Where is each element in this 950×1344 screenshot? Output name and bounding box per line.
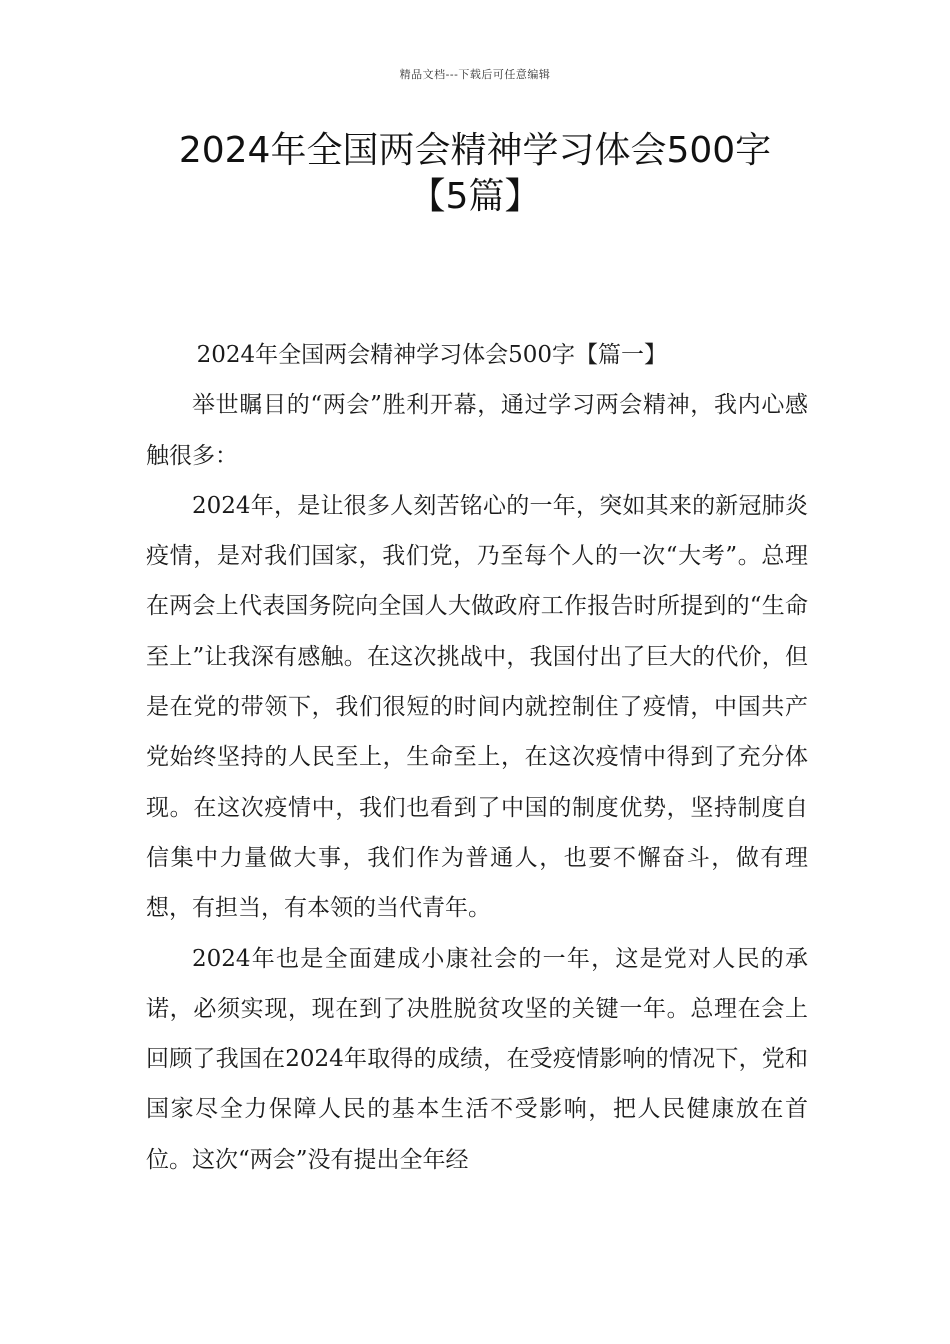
document-title <box>0 128 950 220</box>
paragraph-1: 举世瞩目的“两会”胜利开幕，通过学习两会精神，我内心感触很多： <box>146 392 808 469</box>
paragraph-3: 2024年也是全面建成小康社会的一年，这是党对人民的承诺，必须实现，现在到了决胜脱贫攻坚的关键一年。总理在会上回顾了我国在2024年取得的成绩，在受疫情影响的情况下，党和国家尽全力保障人民的基本生活不受影响，把人民健康放在首位。这次“两会”没有提出全年经 <box>146 945 808 1173</box>
title-line-1: 2024年全国两会精神学习体会500字 <box>178 130 772 171</box>
header-note: 精品文档---下载后可任意编辑 <box>399 68 551 81</box>
section-heading: 2024年全国两会精神学习体会500字【篇一】 <box>196 342 668 368</box>
title-line-2: 【5篇】 <box>409 176 541 217</box>
paragraph-2: 2024年，是让很多人刻苦铭心的一年，突如其来的新冠肺炎疫情，是对我们国家，我们党，乃至每个人的一次“大考”。总理在两会上代表国务院向全国人大做政府工作报告时所提到的“生命至上”让我深有感触。在这次挑战中，我国付出了巨大的代价，但是在党的带领下，我们很短的时间内就控制住了疫情，中国共产党始终坚持的人民至上，生命至上，在这次疫情中得到了充分体现。在这次疫情中，我们也看到了中国的制度优势，坚持制度自信集中力量做大事，我们作为普通人，也要不懈奋斗，做有理想，有担当，有本领的当代青年。 <box>146 492 808 922</box>
document-body <box>146 330 808 1185</box>
